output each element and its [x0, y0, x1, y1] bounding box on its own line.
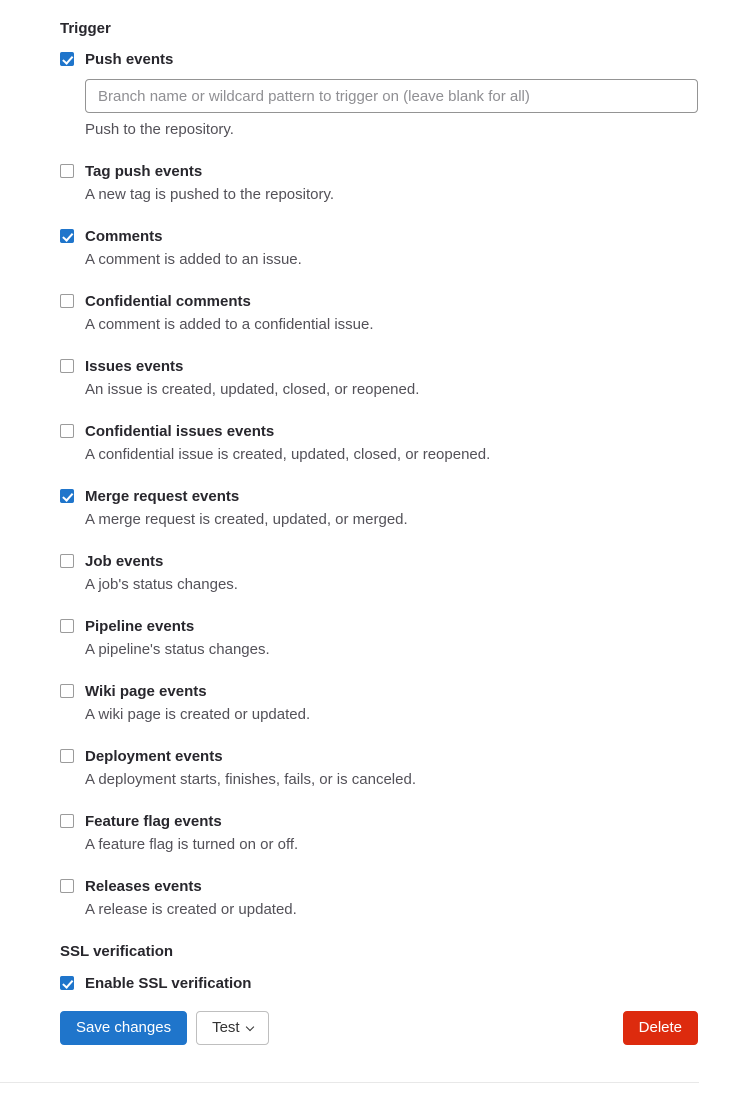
trigger-item-issues-events	[60, 356, 698, 400]
push-events-description: Push to the repository.	[85, 121, 234, 138]
trigger-item-deployment-events	[60, 746, 698, 790]
comments-label[interactable]: Comments	[85, 228, 163, 245]
pipeline-events-description: A pipeline's status changes.	[85, 641, 270, 658]
releases-events-label[interactable]: Releases events	[85, 878, 202, 895]
trigger-item-feature-flag-events	[60, 811, 698, 855]
form-actions	[60, 1011, 698, 1045]
tag-push-events-checkbox[interactable]	[60, 164, 74, 178]
branch-filter-input[interactable]	[85, 79, 698, 113]
push-events-checkbox[interactable]	[60, 52, 74, 66]
feature-flag-events-description: A feature flag is turned on or off.	[85, 836, 299, 853]
trigger-item-job-events	[60, 551, 698, 595]
confidential-issues-events-checkbox[interactable]	[60, 424, 74, 438]
confidential-comments-checkbox[interactable]	[60, 294, 74, 308]
push-events-label[interactable]: Push events	[85, 51, 174, 68]
wiki-page-events-checkbox[interactable]	[60, 684, 74, 698]
trigger-section	[60, 18, 698, 1045]
job-events-description: A job's status changes.	[85, 576, 238, 593]
trigger-heading: Trigger	[60, 20, 111, 37]
issues-events-checkbox[interactable]	[60, 359, 74, 373]
comments-checkbox[interactable]	[60, 229, 74, 243]
confidential-comments-description: A comment is added to a confidential issue.	[85, 316, 374, 333]
save-changes-button[interactable]: Save changes	[60, 1011, 187, 1045]
ssl-verification-heading: SSL verification	[60, 943, 174, 960]
ssl-verification-item	[60, 973, 698, 994]
test-dropdown-button[interactable]	[196, 1011, 269, 1045]
tag-push-events-description: A new tag is pushed to the repository.	[85, 186, 335, 203]
confidential-comments-label[interactable]: Confidential comments	[85, 293, 251, 310]
deployment-events-description: A deployment starts, finishes, fails, or is canceled.	[85, 771, 416, 788]
trigger-item-merge-request-events	[60, 486, 698, 530]
job-events-checkbox[interactable]	[60, 554, 74, 568]
merge-request-events-description: A merge request is created, updated, or merged.	[85, 511, 408, 528]
delete-button[interactable]: Delete	[623, 1011, 698, 1045]
deployment-events-label[interactable]: Deployment events	[85, 748, 223, 765]
trigger-item-releases-events	[60, 876, 698, 920]
pipeline-events-label[interactable]: Pipeline events	[85, 618, 195, 635]
job-events-label[interactable]: Job events	[85, 553, 164, 570]
trigger-item-comments	[60, 226, 698, 270]
merge-request-events-label[interactable]: Merge request events	[85, 488, 240, 505]
trigger-item-pipeline-events	[60, 616, 698, 660]
comments-description: A comment is added to an issue.	[85, 251, 302, 268]
tag-push-events-label[interactable]: Tag push events	[85, 163, 203, 180]
merge-request-events-checkbox[interactable]	[60, 489, 74, 503]
trigger-item-confidential-comments	[60, 291, 698, 335]
wiki-page-events-description: A wiki page is created or updated.	[85, 706, 311, 723]
releases-events-checkbox[interactable]	[60, 879, 74, 893]
test-dropdown-label: Test	[212, 1019, 240, 1036]
chevron-down-icon	[245, 1023, 253, 1031]
trigger-item-wiki-page-events	[60, 681, 698, 725]
pipeline-events-checkbox[interactable]	[60, 619, 74, 633]
deployment-events-checkbox[interactable]	[60, 749, 74, 763]
confidential-issues-events-description: A confidential issue is created, updated, closed, or reopened.	[85, 446, 491, 463]
enable-ssl-verification-checkbox[interactable]	[60, 976, 74, 990]
confidential-issues-events-label[interactable]: Confidential issues events	[85, 423, 275, 440]
enable-ssl-verification-label[interactable]: Enable SSL verification	[85, 975, 252, 992]
bottom-divider	[0, 1082, 699, 1083]
issues-events-label[interactable]: Issues events	[85, 358, 184, 375]
feature-flag-events-checkbox[interactable]	[60, 814, 74, 828]
trigger-item-confidential-issues-events	[60, 421, 698, 465]
feature-flag-events-label[interactable]: Feature flag events	[85, 813, 222, 830]
trigger-item-push-events	[60, 49, 698, 140]
trigger-item-tag-push-events	[60, 161, 698, 205]
releases-events-description: A release is created or updated.	[85, 901, 297, 918]
issues-events-description: An issue is created, updated, closed, or reopened.	[85, 381, 420, 398]
wiki-page-events-label[interactable]: Wiki page events	[85, 683, 207, 700]
